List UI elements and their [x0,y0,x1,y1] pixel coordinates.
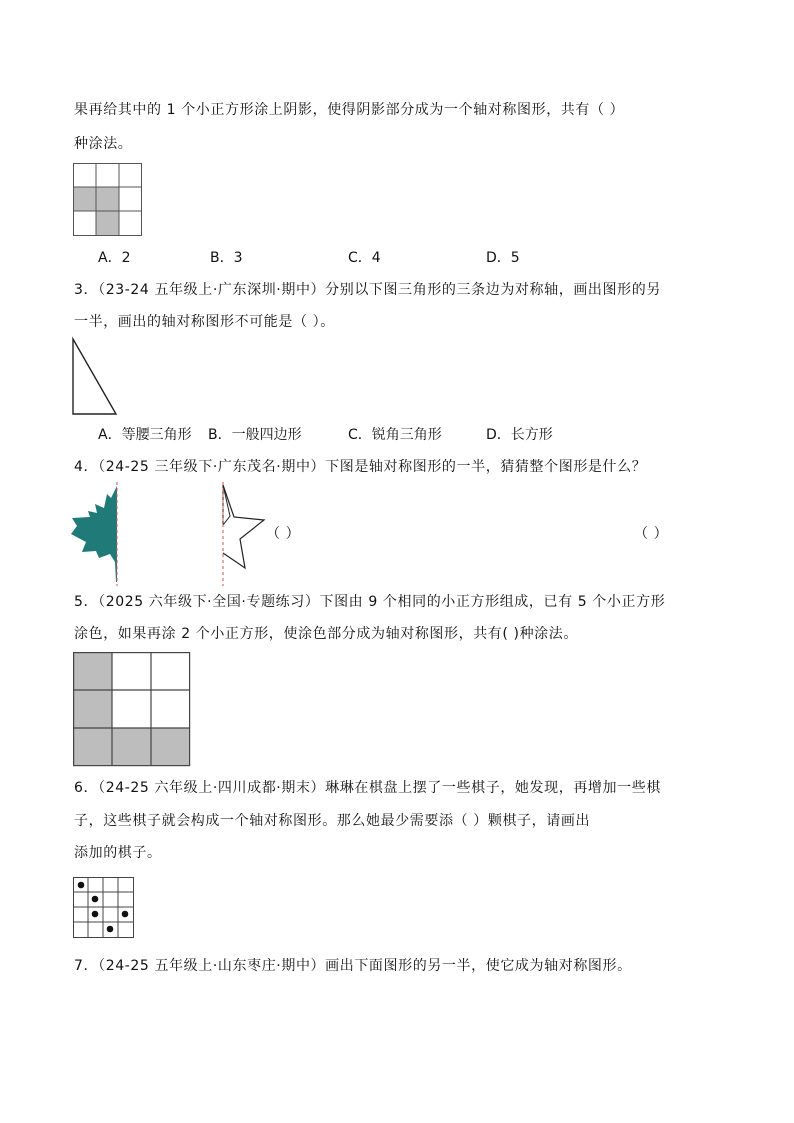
q6-text-line1: 6．（24-25 六年级上·四川成都·期末）琳琳在棋盘上摆了一些棋子，她发现，再增加一些棋 [74,780,661,796]
q4-answer-blank-left[interactable]: （ ） [266,526,301,542]
q2-option-c[interactable]: C．4 [348,250,381,266]
q2-option-b[interactable]: B．3 [210,250,243,266]
q6-text-line3: 添加的棋子。 [74,845,162,861]
q6-chessboard-figure [73,877,135,940]
q3-option-d[interactable]: D．长方形 [486,427,553,443]
q4-star-figure [212,482,272,586]
q4-maple-leaf-figure [70,482,126,586]
q2-text-line1: 果再给其中的 1 个小正方形涂上阴影，使得阴影部分成为一个轴对称图形，共有（ ） [74,102,625,118]
q2-options [98,248,698,268]
q2-text-line2: 种涂法。 [74,136,133,152]
q4-answer-blank-right[interactable]: （ ） [634,526,669,542]
q3-option-a[interactable]: A．等腰三角形 [98,427,192,443]
q3-text-line1: 3．（23-24 五年级上·广东深圳·期中）分别以下图三角形的三条边为对称轴，画出图形的另 [74,282,661,298]
q2-option-d[interactable]: D．5 [486,250,520,266]
q3-triangle-figure [72,338,120,416]
q3-option-b[interactable]: B．一般四边形 [208,427,302,443]
q5-text-line1: 5．（2025 六年级下·全国·专题练习）下图由 9 个相同的小正方形组成，已有 5 个小正方形 [74,594,666,610]
q3-option-c[interactable]: C．锐角三角形 [348,427,442,443]
q5-grid-figure [73,652,191,768]
q2-grid-figure [73,163,143,237]
q3-options [98,425,698,445]
q6-text-line2: 子，这些棋子就会构成一个轴对称图形。那么她最少需要添（ ）颗棋子，请画出 [74,813,591,829]
q3-text-line2: 一半，画出的轴对称图形不可能是（ ）。 [74,314,335,330]
q2-option-a[interactable]: A．2 [98,250,131,266]
q5-text-line2: 涂色，如果再涂 2 个小正方形，使涂色部分成为轴对称图形，共有( )种涂法。 [74,626,578,642]
q4-text-line1: 4．（24-25 三年级下·广东茂名·期中）下图是轴对称图形的一半，猜猜整个图形是什么？ [74,459,647,475]
q7-text-line1: 7．（24-25 五年级上·山东枣庄·期中）画出下面图形的另一半，使它成为轴对称图形。 [74,958,632,974]
